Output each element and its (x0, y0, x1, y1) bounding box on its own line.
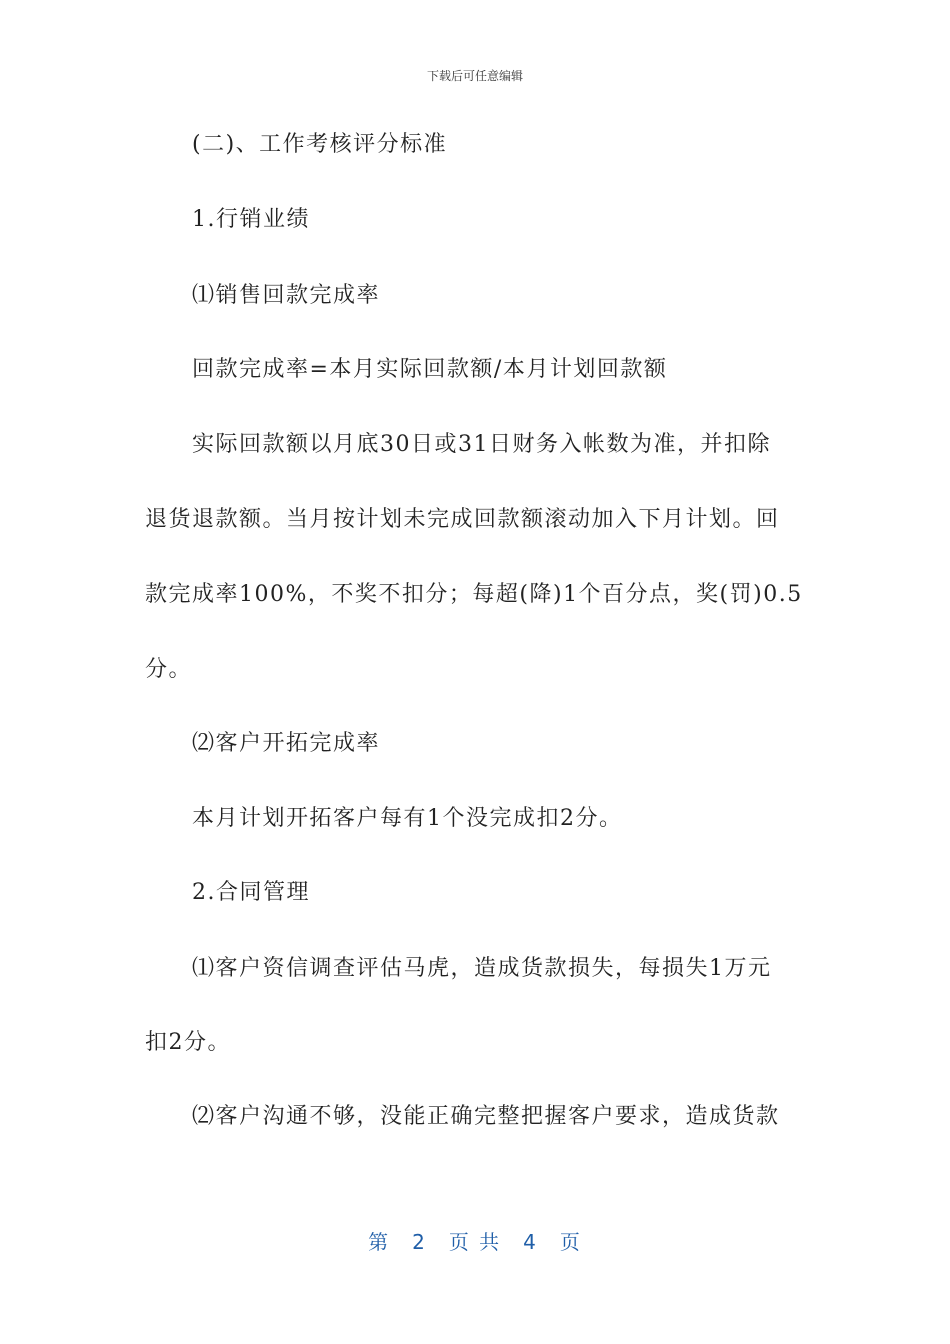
subsection-heading-sales: 1.行销业绩 (192, 207, 310, 232)
paragraph-line: ⑴客户资信调查评估马虎，造成货款损失，每损失1万元 (192, 956, 772, 981)
paragraph-line: 实际回款额以月底30日或31日财务入帐数为准，并扣除 (192, 432, 771, 457)
section-heading: (二)、工作考核评分标准 (192, 132, 448, 157)
paragraph-line: 本月计划开拓客户每有1个没完成扣2分。 (192, 806, 623, 831)
footer-total-pages: 4 (523, 1230, 538, 1254)
paragraph-line: 退货退款额。当月按计划未完成回款额滚动加入下月计划。回 (145, 507, 780, 532)
footer-suffix: 页 (559, 1230, 582, 1254)
paragraph-line: 款完成率100%，不奖不扣分；每超(降)1个百分点，奖(罚)0.5 (145, 582, 803, 607)
item-heading-collection-rate: ⑴销售回款完成率 (192, 283, 381, 308)
paragraph-line: 分。 (145, 657, 193, 682)
footer-prefix: 第 (368, 1230, 391, 1254)
paragraph-line: 扣2分。 (145, 1030, 231, 1055)
footer-page-number: 2 (412, 1230, 427, 1254)
footer-middle: 页 共 (448, 1230, 502, 1254)
subsection-heading-contract: 2.合同管理 (192, 880, 310, 905)
item-heading-customer-rate: ⑵客户开拓完成率 (192, 731, 381, 756)
header-note: 下载后可任意编辑 (426, 69, 523, 83)
formula-line: 回款完成率=本月实际回款额/本月计划回款额 (192, 357, 668, 382)
page-footer (0, 1226, 950, 1255)
paragraph-line: ⑵客户沟通不够，没能正确完整把握客户要求，造成货款 (192, 1104, 780, 1129)
